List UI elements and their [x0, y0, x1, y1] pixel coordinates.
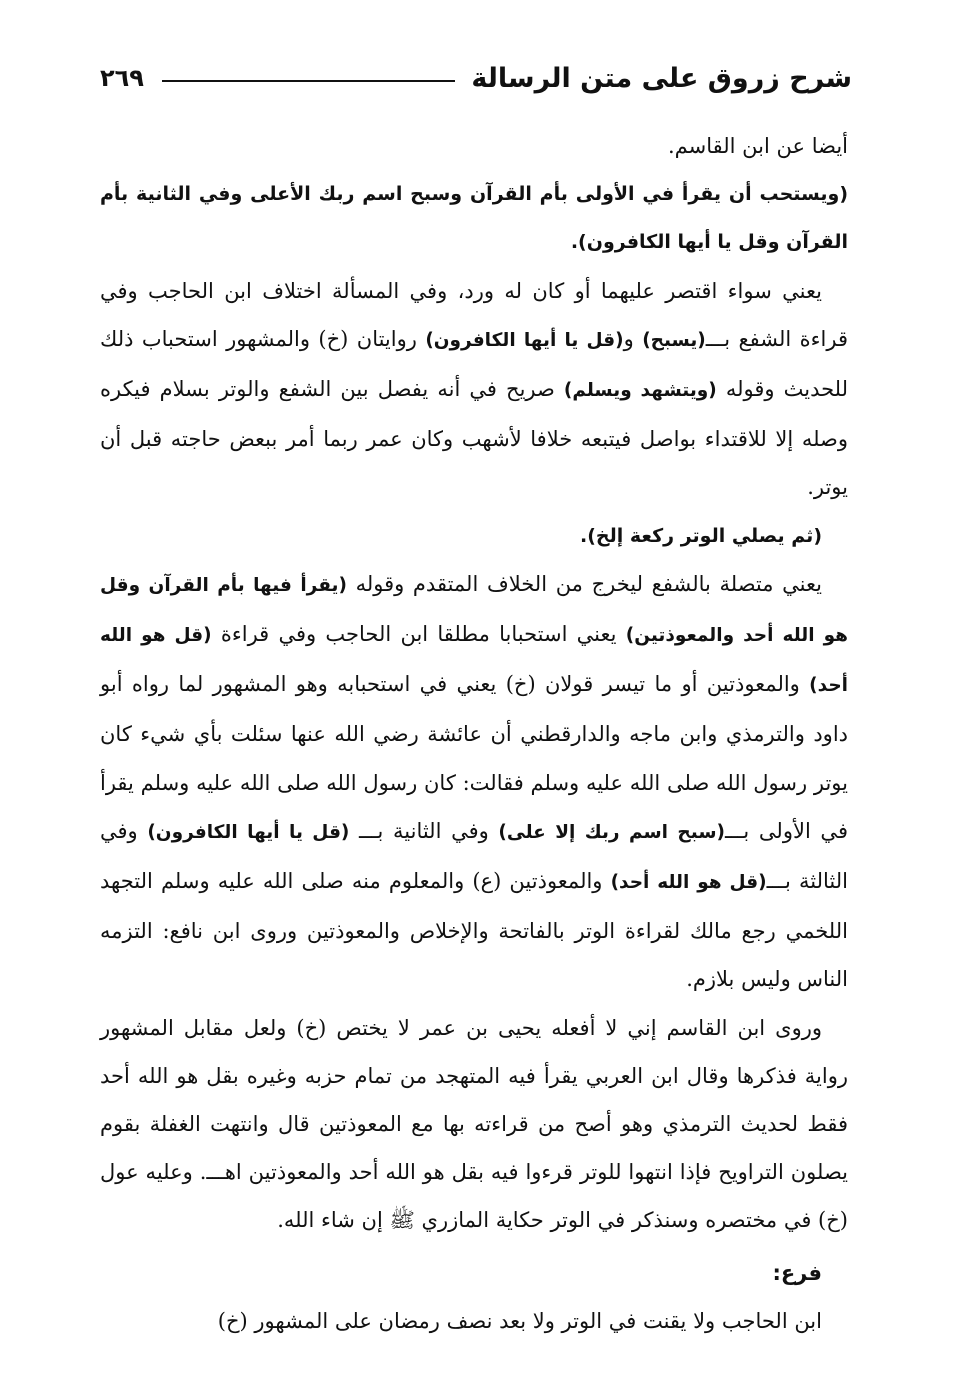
- matn-quote-2: (ثم يصلي الوتر ركعة إلخ).: [580, 524, 822, 547]
- bold-quote: (يسبح): [642, 329, 706, 351]
- text-run: والمعوذتين (ع) والمعلوم منه صلى الله عليه وسلم التجهد اللخمي رجع مالك لقراءة الوتر بالفاتحة والإخلاص والمعوذتين وروى ابن نافع: التزمه الناس وليس بلازم.: [100, 869, 848, 992]
- text-run: والمعوذتين أو ما تيسر قولان (خ) يعني في استحبابه وهو المشهور لما رواه أبو داود والترمذي وابن ماجه والدارقطني أن عائشة رضي الله عنها سئلت بأي شيء كان يوتر رسول الله صلى الله عليه وسلم فقالت: كان رسول الله صلى الله عليه وسلم يقرأ في الأولى بـــ: [100, 672, 848, 843]
- commentary-paragraph-1: [100, 267, 848, 512]
- commentary-paragraph-3: وروى ابن القاسم إني لا أفعله يحيى بن عمر لا يختص (خ) ولعل مقابل المشهور رواية فذكرها وقال ابن العربي يقرأ فيه المتهجد من تمام حزبه وغيره بقل هو الله أحد فقط لحديث الترمذي وهو أصح من قراءته بها مع المعوذتين قال وانتهت الغفلة بقوم يصلون التراويح فإذا انتهوا للوتر قرءوا فيه بقل هو الله أحد والمعوذتين اهـــ. وعليه عول (خ) في مختصره وسنذكر في الوتر حكاية المازري ﷺ إن شاء الله.: [100, 1015, 848, 1233]
- text-run: يعني سواء اقتصر عليهما أو كان له ورد، وفي المسألة اختلاف ابن الحاجب وفي قراءة الشفع بـــ: [100, 278, 848, 351]
- section-heading-far: فرع:: [772, 1260, 822, 1285]
- bold-quote: (قل هو الله أحد): [610, 872, 767, 894]
- text-run: يعني متصلة بالشفع ليخرج من الخلاف المتقدم وقوله: [346, 571, 822, 596]
- matn-quote-1: (ويستحب أن يقرأ في الأولى بأم القرآن وسبح اسم ربك الأعلى وفي الثانية بأم القرآن وقل يا أيها الكافرون).: [100, 183, 848, 254]
- header-rule: [162, 80, 455, 82]
- paragraph-continuation: أيضا عن ابن القاسم.: [668, 134, 848, 158]
- bold-quote: (قل هو الله أحد): [100, 625, 848, 697]
- page-body: [100, 122, 848, 1345]
- page-number: ٢٦٩: [100, 64, 144, 92]
- text-run: يعني استحبابا مطلقا ابن الحاجب وفي قراءة: [211, 622, 626, 647]
- commentary-paragraph-4: ابن الحاجب ولا يقنت في الوتر ولا بعد نصف رمضان على المشهور (خ): [217, 1308, 822, 1333]
- running-title: شرح زروق على متن الرسالة: [471, 62, 852, 94]
- text-run: روايتان (خ) والمشهور استحباب ذلك للحديث وقوله: [100, 326, 849, 402]
- bold-quote: (قل يا أيها الكافرون): [425, 329, 624, 351]
- bold-quote: (سبح اسم ربك إلا على): [498, 821, 725, 843]
- text-run: وفي الثالثة بـــ: [100, 818, 848, 894]
- text-run: صريح في أنه يفصل بين الشفع والوتر بسلام فيكره وصله إلا للاقتداء بواصل فيتبعه خلافا لأشهب وكان عمر ربما أمر ببعض حاجته قبل أن يوتر.: [100, 377, 848, 500]
- bold-quote: (قل يا أيها الكافرون): [147, 821, 350, 843]
- running-header: [100, 56, 852, 100]
- text-run: وفي الثانية بـــ: [349, 818, 499, 843]
- bold-quote: (يقرأ فيها بأم القرآن وقل هو الله أحد والمعوذتين): [100, 574, 848, 647]
- commentary-paragraph-2: [100, 560, 848, 1004]
- text-run: و: [623, 326, 643, 351]
- bold-quote: (ويتشهد ويسلم): [563, 380, 717, 402]
